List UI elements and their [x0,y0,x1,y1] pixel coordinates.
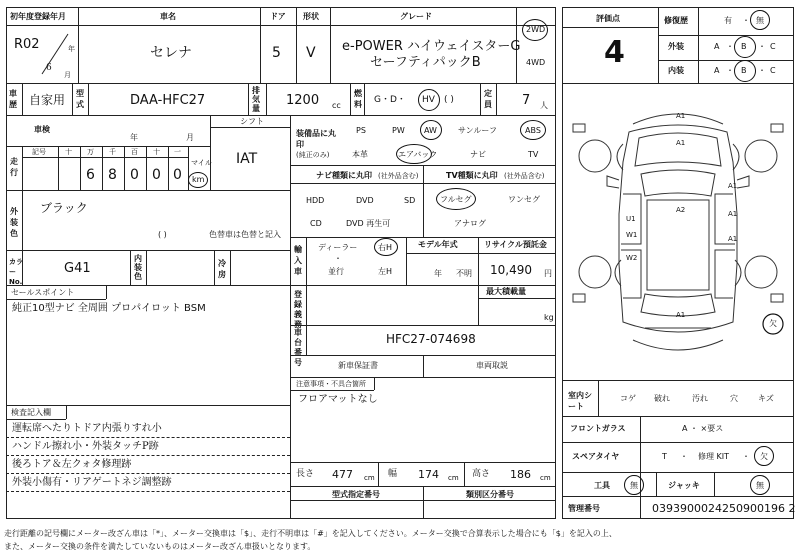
digit-header-3: 千 [109,148,116,156]
exterior-a: A [714,42,720,51]
nav-type-label: ナビ種類に丸印 [316,171,372,180]
jack-none: 無 [756,481,764,490]
diag-label-hood: A1 [676,139,686,147]
vehicle-type-label: 車歴 [9,89,17,109]
repair-yes: 有 [724,16,732,25]
chassis-value: HFC27-074698 [386,332,476,346]
equip-nav: ナビ [470,150,486,159]
color-paren: ( ) [158,230,167,239]
equipment-sublabel: (純正のみ) [296,151,330,159]
shift-label: シフト [240,117,264,126]
warranty-label: 新車保証書 [338,361,378,370]
recycle-label: リサイクル預託金 [484,240,547,249]
inspection-note-4: 外装小傷有・リアゲートネジ調整跡 [12,477,172,488]
door-label: ドア [270,12,286,21]
fuel-paren: ( ) [444,95,454,105]
equip-airbag: エアバック [398,150,438,159]
diag-label-front: A1 [676,112,686,120]
digit-header-4: 百 [131,148,138,156]
notes-value: フロアマットなし [298,394,378,405]
chassis-label: 車台番号 [294,328,302,367]
shaken-year: 年 [130,133,138,142]
model-value: DAA-HFC27 [130,93,206,108]
model-label: 型式 [76,89,84,109]
mgmt-label: 管理番号 [568,504,600,513]
score-value: 4 [604,35,625,70]
import-label: 輸入車 [294,245,302,276]
nav-sd: SD [404,196,416,205]
color-value: ブラック [40,201,88,215]
nav-type-sub: (社外品含む) [378,172,419,180]
vehicle-type-value: 自家用 [29,93,66,107]
sheet-ana: 穴 [730,394,738,403]
digit-2: 8 [108,167,117,183]
equip-aw: AW [424,126,437,135]
car-name-label: 車名 [160,12,176,21]
shaken-month: 月 [186,133,194,142]
equipment-label: 装備品に丸印 [296,129,336,149]
first-reg-value: R02 [14,37,40,52]
shaken-label: 車検 [34,125,50,134]
height-value: 186 [510,468,531,481]
class-label: 類別区分番号 [466,490,514,499]
exterior-b: B [741,42,747,51]
jack-label: ジャッキ [668,481,700,490]
diag-label-w1: W1 [626,231,638,239]
nav-cd: CD [310,219,322,228]
diag-label-r3: A1 [728,235,738,243]
month-value: 6 [46,63,52,73]
capacity-value: 7 [522,93,531,108]
windshield-label: フロントガラス [570,424,626,433]
model-year-value: 不明 [456,269,472,278]
width-label: 幅 [388,469,398,479]
color-label: 外装色 [10,207,18,238]
nav-dvd-play: DVD 再生可 [346,219,391,228]
nav-dvd: DVD [356,196,374,205]
score-label: 評価点 [596,14,620,23]
inspection-notes-label: 検査記入欄 [11,408,51,417]
footer-note-2: また、メーター交換の条件を満たしていないものはメーター改ざん車扱いとなります。 [4,542,316,551]
diag-label-roof: A2 [676,206,686,214]
interior-sheet-label: 室内シート [568,391,592,411]
fuel-selected: HV [422,95,435,105]
tools-label: 工具 [594,481,610,490]
doors-value: 5 [272,45,281,61]
tools-none: 無 [630,481,638,490]
height-unit: cm [540,474,551,482]
footer-note-1: 走行距離の記号欄にメーター改ざん車は「*」、メーター交換車は「$」、走行不明車は「#」を記入してください。メーター交換で合算表示した場合にも「$」を記入の上、 [4,529,617,538]
tv-type-label: TV種類に丸印 [446,171,498,180]
color-note: 色替車は色替と記入 [209,230,281,239]
width-unit: cm [448,474,459,482]
repair-label: 修復歴 [664,16,688,25]
inspection-note-3: 後ろトア＆左クォタ修理跡 [12,459,132,470]
mgmt-value: 0393900024250900196 2 [652,502,796,515]
import-parallel: 並行 [328,267,344,276]
digit-3: 0 [130,167,139,183]
height-label: 高さ [472,469,491,479]
digit-header-2: 万 [87,148,94,156]
car-name-value: セレナ [150,45,192,61]
equip-abs: ABS [525,126,541,135]
repair-no: 無 [756,16,764,25]
interior-b: B [741,66,747,75]
notes-label: 注意事項・不具合箇所 [296,380,366,388]
equip-tv: TV [528,150,539,159]
length-label: 長さ [296,469,315,479]
interior-dot2: ・ [758,66,766,75]
drive-2wd: 2WD [526,25,546,34]
interior-c: C [770,66,776,75]
capacity-label: 定員 [484,89,492,109]
shape-label: 形状 [303,12,319,21]
diag-label-w2: W2 [626,254,638,262]
length-unit: cm [364,474,375,482]
model-year-year: 年 [434,269,442,278]
equip-leather: 本革 [352,150,368,159]
interior-label: 内装 [668,66,684,75]
spare-dot1: ・ [680,452,688,461]
grade-line2: セーフティパックB [370,55,481,70]
exterior-dot2: ・ [758,42,766,51]
color-no-label: カラーNo. [9,258,23,286]
spare-missing: 欠 [760,452,768,461]
year-unit: 年 [68,45,75,53]
repair-dot: ・ [742,16,750,25]
sheet-koge: コゲ [620,394,636,403]
mile-label: マイル [191,159,212,167]
shift-value: IAT [236,151,258,167]
first-reg-label: 初年度登録年月 [10,12,66,21]
fuel-options: G・D・ [374,95,406,105]
length-value: 477 [332,468,353,481]
interior-dot1: ・ [726,66,734,75]
km-label: km [192,175,205,184]
shape-value: V [306,45,316,61]
month-unit: 月 [64,71,71,79]
equip-pw: PW [392,126,405,135]
max-load-unit: kg [544,313,554,322]
displacement-unit: cc [332,101,341,110]
max-load-label: 最大積載量 [486,287,526,296]
diag-label-rear: A1 [676,311,686,319]
tv-oneseg: ワンセグ [508,195,540,204]
spare-dot2: ・ [742,452,750,461]
right-h: 右H [378,243,393,252]
sales-point-value: 純正10型ナビ 全周囲 プロパイロット BSM [12,303,206,314]
digit-4: 0 [152,167,161,183]
spare-kit: 修理 KIT [698,452,730,461]
interior-color-label: 内装色 [134,254,142,281]
digit-header-1: 十 [65,148,72,156]
ac-label: 冷房 [218,259,226,279]
exterior-dot1: ・ [726,42,734,51]
digit-header-0: 記号 [32,148,46,156]
model-year-label: モデル年式 [418,240,458,249]
digit-1: 6 [86,167,95,183]
recycle-value: 10,490 [490,263,532,277]
drive-4wd: 4WD [526,58,546,67]
import-dealer: ディーラー [318,243,358,252]
equip-ps: PS [356,126,366,135]
spare-label: スペアタイヤ [572,452,620,461]
equip-sunroof: サンルーフ [458,126,497,135]
diag-label-u1: U1 [626,215,636,223]
exterior-c: C [770,42,776,51]
tv-type-sub: (社外品含む) [504,172,545,180]
tv-analog: アナログ [454,219,486,228]
width-value: 174 [418,468,439,481]
exterior-label: 外装 [668,42,684,51]
type-cert-label: 型式指定番号 [332,490,380,499]
inspection-note-2: ハンドル擦れ小・外装タッチP跡 [12,441,159,452]
car-damage-diagram [563,84,793,380]
mileage-label: 走行 [10,157,18,177]
nav-hdd: HDD [306,196,325,205]
displacement-value: 1200 [286,93,320,108]
digit-header-5: 十 [153,148,160,156]
import-dot: ・ [334,254,342,263]
tv-fullseg: フルセグ [440,195,472,204]
sheet-kizu: キズ [758,394,774,403]
spare-t: T [662,452,667,461]
recycle-unit: 円 [544,269,552,278]
sheet-yogore: 汚れ [692,394,708,403]
sales-point-label: セールスポイント [11,288,75,297]
diag-label-r1: A1 [728,182,738,190]
diag-missing-mark: 欠 [769,319,777,328]
capacity-unit: 人 [540,101,548,110]
grade-label: グレード [400,12,432,21]
digit-header-6: 一 [174,148,181,156]
diag-label-r2: A1 [728,210,738,218]
fuel-label: 燃料 [354,89,362,109]
displacement-label: 排気量 [252,86,260,113]
interior-a: A [714,66,720,75]
grade-line1: e-POWER ハイウェイスターG [342,39,521,54]
manual-label: 車両取説 [476,361,508,370]
registration-label: 登録義務 [294,290,302,329]
color-no-value: G41 [64,261,91,276]
digit-5: 0 [173,167,182,183]
sheet-yabure: 破れ [654,394,670,403]
left-h: 左H [378,267,393,276]
windshield-options: A ・ ×要ス [682,424,724,433]
inspection-note-1: 運転席へたりトドア内張りすれ小 [12,423,162,434]
